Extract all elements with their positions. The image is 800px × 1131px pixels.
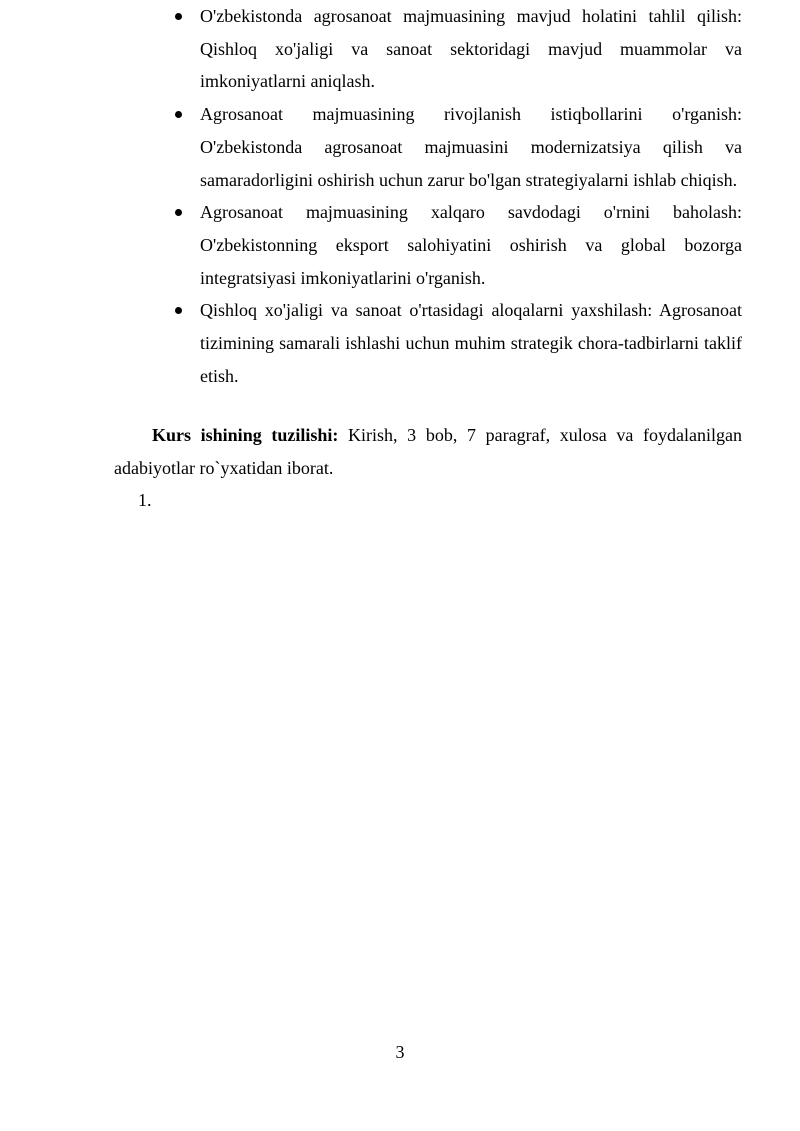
bullet-item: Agrosanoat majmuasining rivojlanish istiqbollarini o'rganish: O'zbekistonda agrosanoat majmuasini modernizatsiya qilish va samaradorligini oshirish uchun zarur bo'lgan strategiyalarni ishlab chiqish. [200, 98, 742, 196]
structure-text: Kirish, 3 bob, 7 paragraf, xulosa va foydalanilgan adabiyotlar ro`yxatidan iborat. [114, 425, 742, 478]
bullet-list [200, 0, 742, 392]
bullet-item: Qishloq xo'jaligi va sanoat o'rtasidagi aloqalarni yaxshilash: Agrosanoat tizimining samarali ishlashi uchun muhim strategik chora-tadbirlarni taklif etish. [200, 294, 742, 392]
structure-paragraph [114, 419, 742, 484]
structure-label: Kurs ishining tuzilishi: [152, 425, 339, 445]
numbered-item: 1. [138, 490, 152, 510]
page-number: 3 [395, 1042, 405, 1062]
bullet-item: O'zbekistonda agrosanoat majmuasining mavjud holatini tahlil qilish: Qishloq xo'jaligi va sanoat sektoridagi mavjud muammolar va imkoniyatlarni aniqlash. [200, 0, 742, 98]
bullet-item: Agrosanoat majmuasining xalqaro savdodagi o'rnini baholash: O'zbekistonning eksport salohiyatini oshirish va global bozorga integratsiyasi imkoniyatlarini o'rganish. [200, 196, 742, 294]
